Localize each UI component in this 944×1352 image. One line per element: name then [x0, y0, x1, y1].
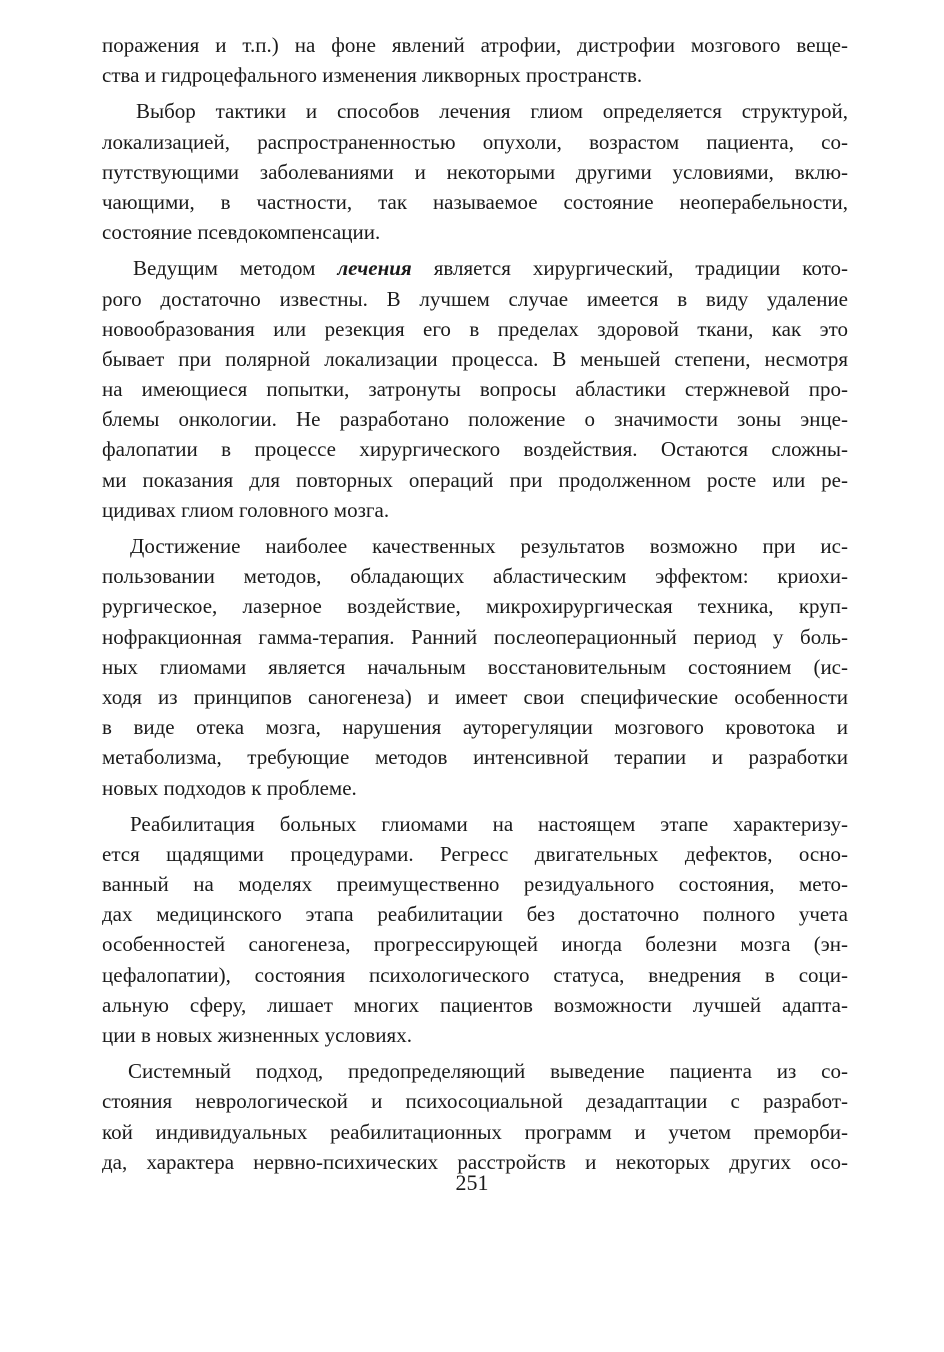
text-line: пользовании методов, обладающих абластическим эффектом: криохи-: [102, 564, 848, 589]
text-line: Системный подход, предопределяющий выведение пациента из со-: [128, 1059, 848, 1084]
text-run: Ведущим методом: [133, 256, 338, 281]
text-line: на имеющиеся попытки, затронуты вопросы абластики стержневой про-: [102, 377, 848, 402]
text-line: ми показания для повторных операций при продолженном росте или ре-: [102, 467, 848, 492]
text-line: метаболизма, требующие методов интенсивной терапии и разработки: [102, 745, 848, 770]
text-line: дах медицинского этапа реабилитации без достаточно полного учета: [102, 902, 848, 927]
text-line: стояния неврологической и психосоциальной дезадаптации с разработ-: [102, 1089, 848, 1114]
text-line: альную сферу, лишает многих пациентов возможности лучшей адапта-: [102, 992, 848, 1017]
text-line: путствующими заболеваниями и некоторыми другими условиями, вклю-: [102, 159, 848, 184]
paragraph: [102, 30, 848, 90]
text-line: ства и гидроцефального изменения ликворных пространств.: [102, 63, 643, 88]
text-line: Достижение наиболее качественных результатов возможно при ис-: [130, 534, 848, 558]
paragraph: [102, 253, 848, 525]
text-line: новообразования или резекция его в пределах здоровой ткани, как это: [102, 316, 848, 341]
text-line: новых подходов к проблеме.: [102, 775, 357, 800]
text-line: ных глиомами является начальным восстановительным состоянием (ис-: [102, 654, 848, 679]
page-body: [102, 30, 848, 1177]
text-line: локализацией, распространенностью опухоли, возрастом пациента, со-: [102, 129, 848, 154]
text-line: поражения и т.п.) на фоне явлений атрофии, дистрофии мозгового веще-: [102, 33, 848, 57]
paragraph: [102, 1056, 848, 1177]
text-line: [102, 253, 848, 283]
text-line: нофракционная гамма-терапия. Ранний послеоперационный период у боль-: [102, 624, 848, 649]
text-line: бывает при полярной локализации процесса. В меньшей степени, несмотря: [102, 346, 848, 371]
emphasized-term: лечения: [337, 256, 412, 281]
text-line: Выбор тактики и способов лечения глиом определяется структурой,: [136, 99, 848, 124]
text-line: кой индивидуальных реабилитационных программ и учетом преморби-: [102, 1119, 848, 1144]
text-run: является хирургический, традиции кото-: [411, 256, 848, 281]
text-line: в виде отека мозга, нарушения ауторегуляции мозгового кровотока и: [102, 715, 848, 740]
paragraph: [102, 809, 848, 1051]
text-line: да, характера нервно-психических расстройств и некоторых других осо-: [102, 1149, 848, 1174]
text-line: ходя из принципов саногенеза) и имеет свои специфические особенности: [102, 684, 848, 709]
text-line: рургическое, лазерное воздействие, микрохирургическая техника, круп-: [102, 594, 848, 619]
text-line: чающими, в частности, так называемое состояние неоперабельности,: [102, 189, 848, 214]
page-number: 251: [455, 1170, 489, 1195]
text-line: блемы онкологии. Не разработано положение о значимости зоны энце-: [102, 407, 848, 432]
text-line: Реабилитация больных глиомами на настоящем этапе характеризу-: [130, 811, 848, 836]
text-line: ется щадящими процедурами. Регресс двигательных дефектов, осно-: [102, 841, 848, 866]
text-line: цефалопатии), состояния психологического статуса, внедрения в соци-: [102, 962, 848, 987]
text-line: фалопатии в процессе хирургического воздействия. Остаются сложны-: [102, 437, 848, 462]
text-line: особенностей саногенеза, прогрессирующей иногда болезни мозга (эн-: [102, 932, 848, 957]
paragraph: [102, 96, 848, 247]
text-line: состояние псевдокомпенсации.: [102, 220, 381, 245]
text-line: ванный на моделях преимущественно резидуального состояния, мето-: [102, 872, 848, 897]
text-line: рого достаточно известны. В лучшем случае имеется в виду удаление: [102, 286, 848, 311]
text-line: цидивах глиом головного мозга.: [102, 497, 390, 522]
paragraph: [102, 531, 848, 803]
text-line: ции в новых жизненных условиях.: [102, 1023, 412, 1047]
